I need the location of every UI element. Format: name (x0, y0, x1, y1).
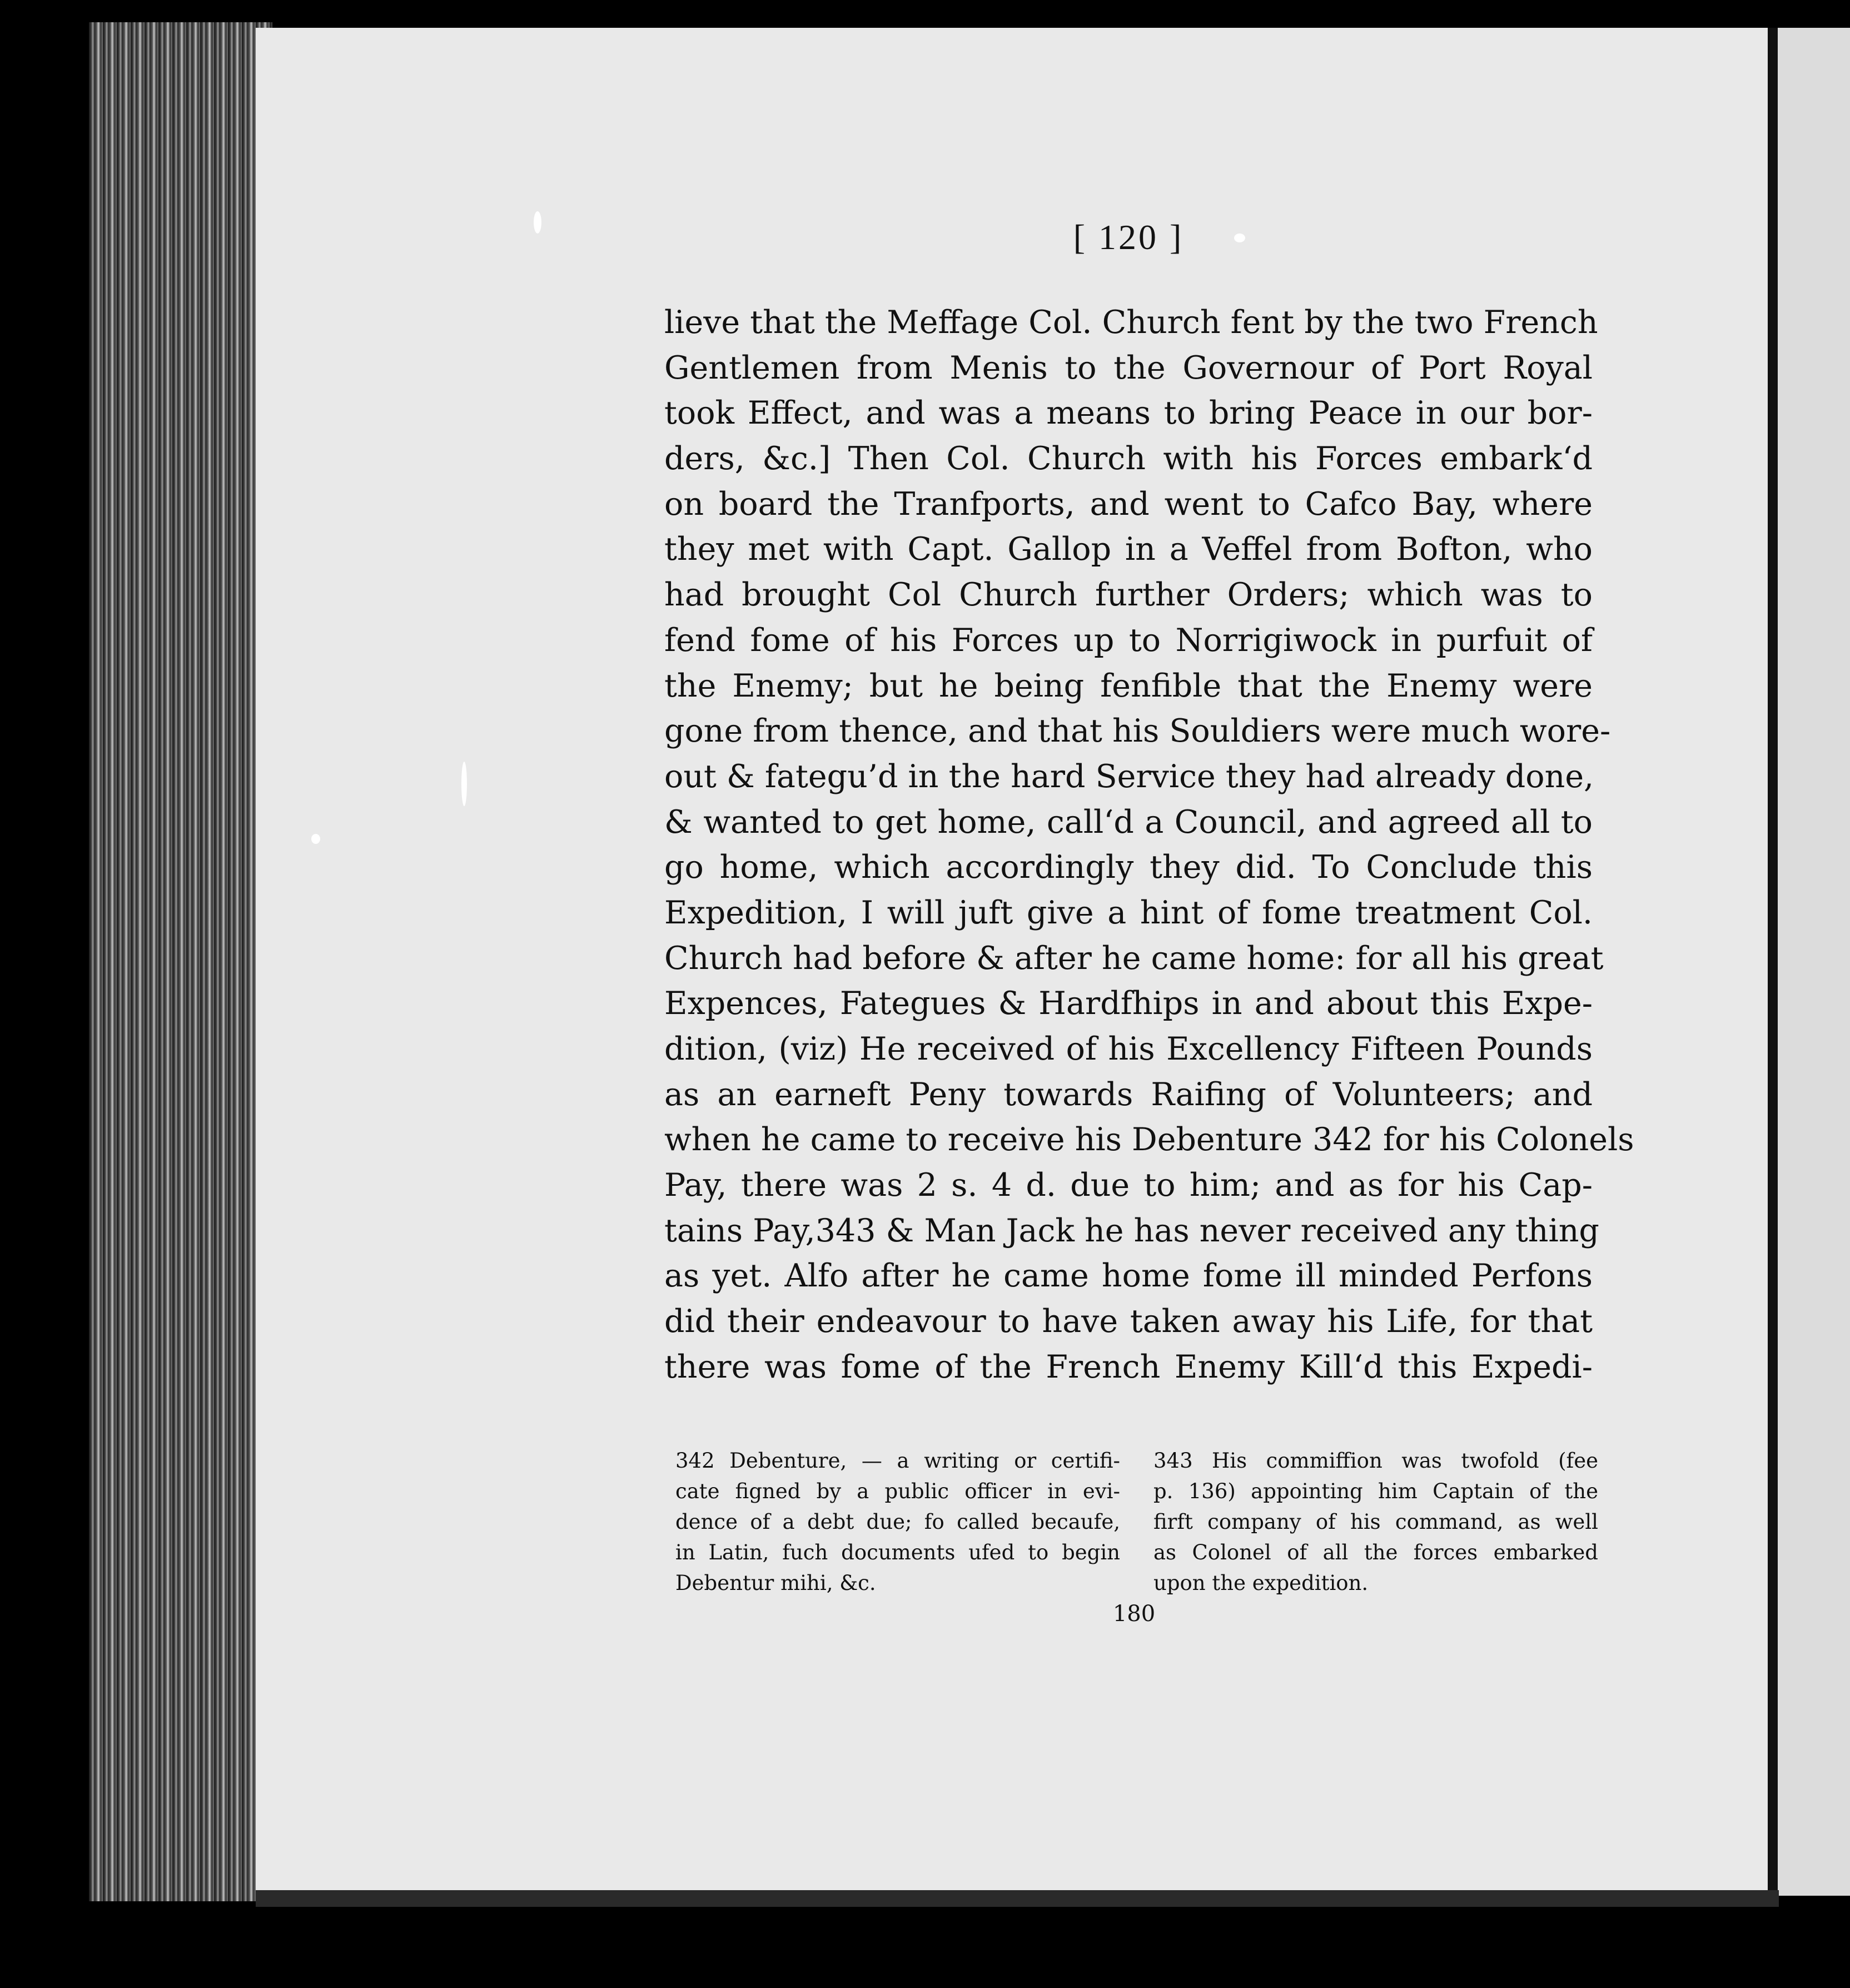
footnote-line: dence of a debt due; fo called becaufe, (675, 1510, 1120, 1534)
footnote-line: Debentur mihi, &c. (675, 1571, 876, 1595)
page-edges (89, 22, 272, 1901)
body-line: Gentlemen from Menis to the Governour of Port Royal (664, 349, 1593, 386)
body-line: fend fome of his Forces up to Norrigiwock in purfuit of (664, 622, 1593, 659)
body-line: there was fome of the French Enemy Kill‘d this Expedi- (664, 1348, 1593, 1385)
body-line: as yet. Alfo after he came home fome ill minded Perfons (664, 1258, 1593, 1295)
body-line: tains Pay,343 & Man Jack he has never received any thing (664, 1212, 1599, 1249)
footnote-343 (1153, 1445, 1598, 1598)
gutter-shadow (1768, 28, 1778, 1896)
body-line: Pay, there was 2 s. 4 d. due to him; and as for his Cap- (664, 1167, 1593, 1204)
page-bottom-shadow (256, 1890, 1779, 1907)
scan-speck (534, 211, 541, 233)
body-line: Expences, Fategues & Hardfhips in and about this Expe- (664, 985, 1593, 1022)
footnote-line: firft company of his command, as well (1153, 1510, 1598, 1534)
body-line: Expedition, I will juft give a hint of fome treatment Col. (664, 894, 1593, 931)
footnote-line: in Latin, fuch documents ufed to begin (675, 1540, 1120, 1564)
footnotes (675, 1445, 1598, 1598)
body-line: did their endeavour to have taken away his Life, for that (664, 1303, 1593, 1340)
footnote-line: cate figned by a public officer in evi- (675, 1479, 1120, 1503)
body-line: took Effect, and was a means to bring Peace in our bor- (664, 395, 1593, 432)
body-line: dition, (viz) He received of his Excellency Fifteen Pounds (664, 1031, 1593, 1067)
body-line: Church had before & after he came home: for all his great (664, 940, 1604, 977)
body-line: on board the Tranfports, and went to Cafco Bay, where (664, 485, 1593, 523)
footnote-line: 342 Debenture, — a writing or certifi- (675, 1449, 1120, 1473)
scan-speck (461, 762, 467, 806)
scan-speck (311, 834, 320, 844)
footnote-line: upon the expedition. (1153, 1571, 1369, 1595)
footnote-line: p. 136) appointing him Captain of the (1153, 1479, 1598, 1503)
body-line: the Enemy; but he being fenfible that the Enemy were (664, 667, 1593, 704)
footnote-342 (675, 1445, 1120, 1598)
body-line: ders, &c.] Then Col. Church with his Forces embark‘d (664, 440, 1593, 478)
body-line: gone from thence, and that his Souldiers were much wore- (664, 713, 1611, 750)
body-line: they met with Capt. Gallop in a Veffel from Bofton, who (664, 531, 1593, 568)
body-text (664, 300, 1634, 1390)
page-header: [ 120 ] (1073, 217, 1184, 257)
scan-speck (1234, 233, 1245, 242)
footnote-line: as Colonel of all the forces embarked (1153, 1540, 1598, 1564)
body-line: had brought Col Church further Orders; which was to (664, 576, 1593, 614)
footnote-line: 343 His commiffion was twofold (fee (1153, 1449, 1598, 1473)
body-line: as an earneft Peny towards Raifing of Volunteers; and (664, 1076, 1593, 1113)
facing-page-edge (1778, 28, 1850, 1896)
body-line: & wanted to get home, call‘d a Council, and agreed all to (664, 803, 1593, 841)
body-line: when he came to receive his Debenture 342 for his Colonels (664, 1121, 1634, 1159)
page-number: 180 (1112, 1601, 1156, 1627)
body-line: lieve that the Meffage Col. Church fent by the two French (664, 304, 1598, 341)
body-line: out & fategu’d in the hard Service they had already done, (664, 758, 1594, 795)
body-line: go home, which accordingly they did. To Conclude this (664, 849, 1593, 886)
